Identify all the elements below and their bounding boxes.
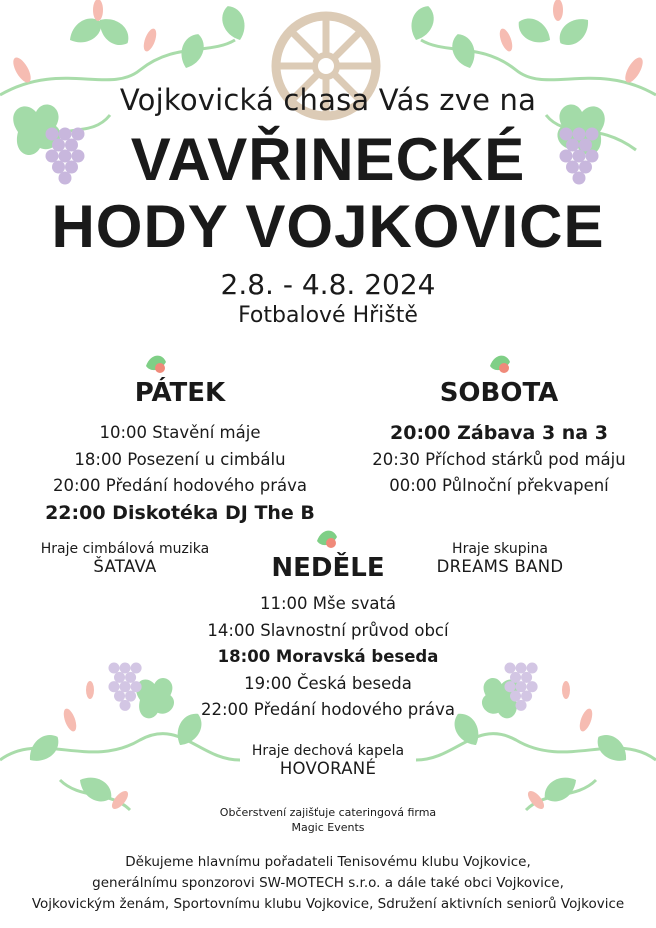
- event-title-line1: VAVŘINECKÉ: [130, 126, 526, 193]
- schedule-item: 10:00 Stavění máje: [99, 423, 261, 442]
- sunday-schedule: [0, 591, 656, 724]
- thanks-line: Děkujeme hlavnímu pořadateli Tenisovému klubu Vojkovice,: [125, 854, 531, 870]
- saturday-leaf-icon: [490, 356, 510, 373]
- band-name: ŠATAVA: [93, 557, 157, 576]
- saturday-section: [346, 378, 652, 500]
- schedule-item: 22:00 Předání hodového práva: [201, 700, 455, 719]
- friday-section: [30, 378, 330, 526]
- invitation-line: Vojkovická chasa Vás zve na: [119, 83, 537, 117]
- thanks-line: generálnímu sponzorovi SW-MOTECH s.r.o. a dále také obci Vojkovice,: [92, 875, 564, 891]
- catering-company: Magic Events: [291, 821, 365, 834]
- sunday-band: [0, 742, 656, 778]
- band-name: HOVORANÉ: [279, 759, 377, 778]
- schedule-item-highlight: 22:00 Diskotéka DJ The B: [45, 501, 315, 524]
- schedule-item: 00:00 Půlnoční překvapení: [389, 476, 609, 495]
- schedule-item-highlight: 20:00 Zábava 3 na 3: [390, 422, 608, 444]
- band-name: DREAMS BAND: [436, 557, 564, 576]
- saturday-schedule: [346, 420, 652, 500]
- event-title-line2: HODY VOJKOVICE: [51, 193, 605, 260]
- sunday-heading: NEDĚLE: [271, 553, 385, 583]
- sunday-section: [0, 553, 656, 724]
- saturday-heading: SOBOTA: [439, 378, 559, 408]
- friday-heading: PÁTEK: [134, 378, 226, 408]
- sunday-leaf-icon: [317, 531, 337, 548]
- schedule-item: 20:30 Příchod stárků pod máju: [372, 449, 626, 469]
- acknowledgements: [0, 852, 656, 915]
- event-dates: 2.8. - 4.8. 2024: [220, 268, 436, 301]
- catering-line: Občerstvení zajišťuje cateringová firma: [219, 806, 437, 819]
- schedule-item: 18:00 Posezení u cimbálu: [74, 449, 286, 469]
- schedule-item: 20:00 Předání hodového práva: [53, 476, 307, 495]
- schedule-item: 19:00 Česká beseda: [244, 673, 412, 693]
- thanks-line: Vojkovickým ženám, Sportovnímu klubu Vojkovice, Sdružení aktivních seniorů Vojkovice: [31, 896, 625, 912]
- catering-note: [0, 805, 656, 835]
- band-intro: Hraje skupina: [452, 541, 548, 557]
- schedule-item: 14:00 Slavnostní průvod obcí: [207, 620, 449, 640]
- friday-schedule: [30, 420, 330, 526]
- band-intro: Hraje dechová kapela: [251, 743, 405, 759]
- event-venue: Fotbalové Hřiště: [238, 303, 418, 328]
- schedule-item-highlight: 18:00 Moravská beseda: [217, 647, 439, 666]
- band-intro: Hraje cimbálová muzika: [40, 541, 210, 557]
- friday-leaf-icon: [146, 356, 166, 373]
- schedule-item: 11:00 Mše svatá: [259, 594, 397, 613]
